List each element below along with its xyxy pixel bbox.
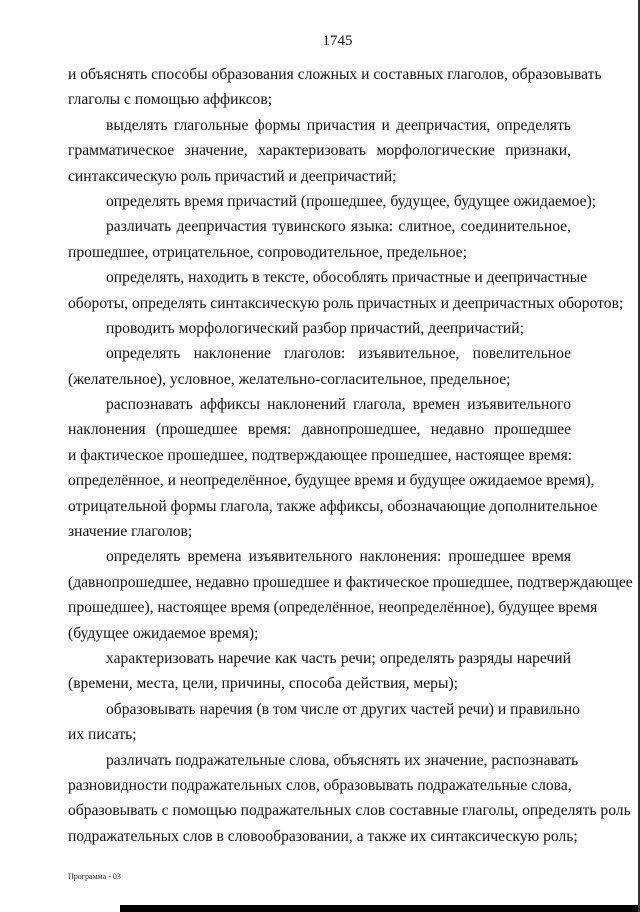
text-line: (давнопрошедшее, недавно прошедшее и фактическое прошедшее, подтверждающее — [68, 573, 633, 591]
paragraph — [68, 189, 597, 214]
paragraph — [68, 544, 633, 646]
paragraph — [68, 265, 624, 316]
paragraph — [68, 697, 580, 748]
text-line: (времени, места, цели, причины, способа действия, меры); — [68, 675, 458, 693]
footer-label: Программа - 03 — [68, 872, 121, 881]
paragraph — [68, 62, 602, 113]
document-body — [68, 62, 633, 849]
text-line: прошедшее, отрицательное, сопроводительное, предельное; — [68, 243, 467, 261]
text-line: глаголы с помощью аффиксов; — [68, 91, 273, 109]
text-line: различать деепричастия тувинского языка: слитное, соединительное, — [106, 218, 571, 236]
text-line: выделять глагольные формы причастия и деепричастия, определять — [106, 116, 571, 134]
text-line: наклонения (прошедшее время: давнопрошедшее, недавно прошедшее — [68, 421, 571, 439]
text-line: обороты, определять синтаксическую роль причастных и деепричастных оборотов; — [68, 294, 624, 312]
scan-edge-bottom — [120, 905, 640, 912]
text-line: подражательных слов в словообразовании, а также их синтаксическую роль; — [68, 827, 578, 845]
text-line: (будущее ожидаемое время); — [68, 624, 259, 642]
text-line: распознавать аффиксы наклонений глагола, времен изъявительного — [106, 396, 571, 414]
paragraph — [68, 748, 631, 850]
text-line: разновидности подражательных слов, образовывать подражательные слова, — [68, 776, 572, 794]
text-line: грамматическое значение, характеризовать морфологические признаки, — [68, 142, 571, 160]
text-line: их писать; — [68, 726, 137, 744]
text-line: проводить морфологический разбор причастий, деепричастий; — [106, 319, 524, 337]
text-line: отрицательной формы глагола, также аффиксы, обозначающие дополнительное — [68, 497, 598, 515]
text-line: определять наклонение глаголов: изъявительное, повелительное — [106, 345, 571, 363]
text-line: и фактическое прошедшее, подтверждающее прошедшее, настоящее время: — [68, 446, 573, 464]
text-line: определять время причастий (прошедшее, будущее, будущее ожидаемое); — [106, 192, 597, 210]
text-line: образовывать с помощью подражательных слов составные глаголы, определять роль — [68, 802, 631, 820]
paragraph — [68, 646, 571, 697]
text-line: определённое, и неопределённое, будущее время и будущее ожидаемое время), — [68, 472, 595, 490]
text-line: значение глаголов; — [68, 523, 193, 541]
text-line: синтаксическую роль причастий и деепричастий; — [68, 167, 397, 185]
text-line: определять, находить в тексте, обособлять причастные и деепричастные — [106, 269, 588, 287]
text-line: различать подражательные слова, объяснять их значение, распознавать — [106, 751, 579, 769]
paragraph — [68, 316, 571, 341]
text-line: образовывать наречия (в том числе от других частей речи) и правильно — [106, 700, 580, 718]
text-line: (желательное), условное, желательно-согласительное, предельное; — [68, 370, 511, 388]
text-line: характеризовать наречие как часть речи; определять разряды наречий — [106, 649, 571, 667]
page-number: 1745 — [322, 33, 353, 49]
paragraph — [68, 113, 571, 189]
paragraph — [68, 341, 571, 392]
text-line: прошедшее), настоящее время (определённое, неопределённое), будущее время — [68, 599, 598, 617]
paragraph — [68, 392, 598, 544]
paragraph — [68, 214, 571, 265]
text-line: и объяснять способы образования сложных и составных глаголов, образовывать — [68, 66, 602, 83]
text-line: определять времена изъявительного наклонения: прошедшее время — [106, 548, 571, 566]
